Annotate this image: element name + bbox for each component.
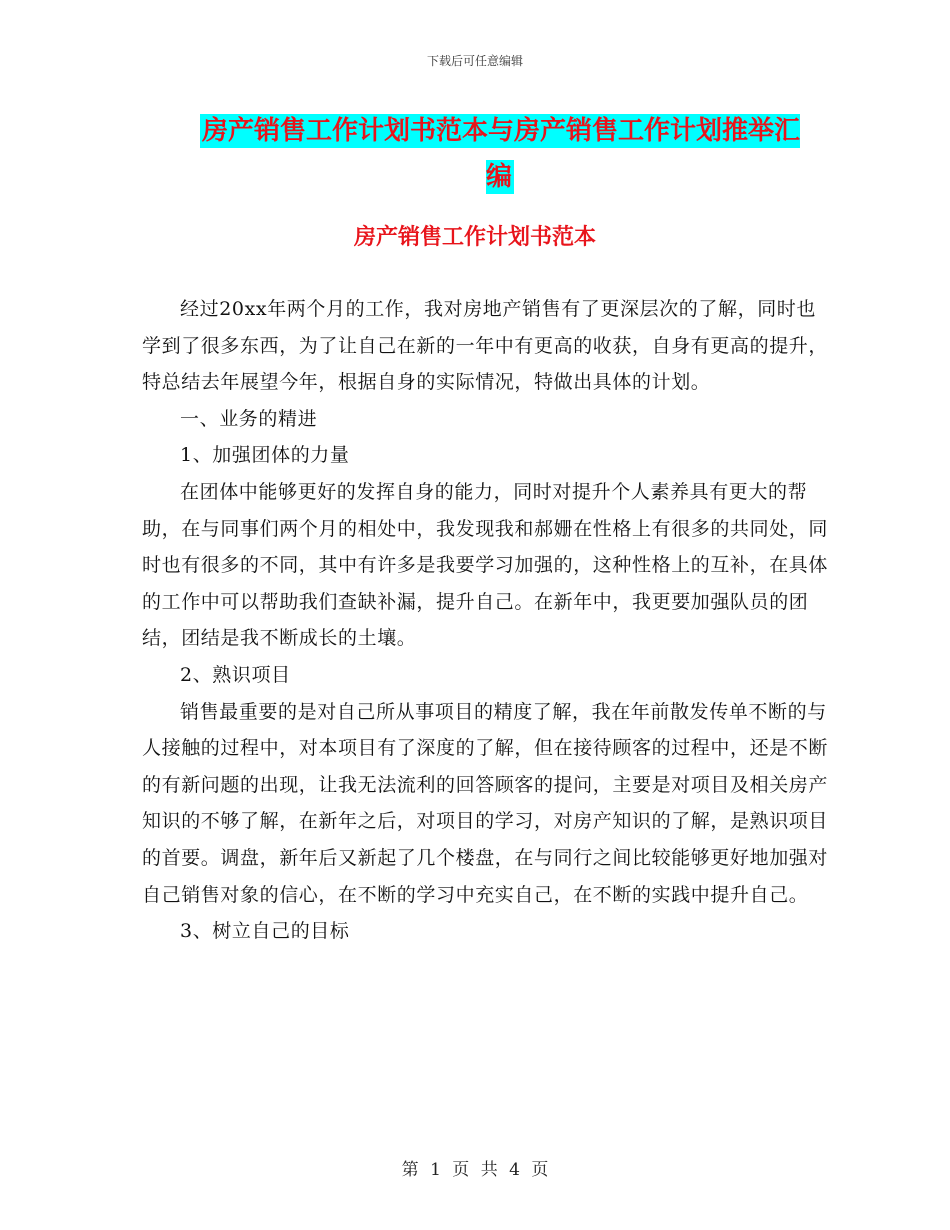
- paragraph-project: 销售最重要的是对自己所从事项目的精度了解，我在年前散发传单不断的与人接触的过程中，对本项目有了深度的了解，但在接待顾客的过程中，还是不断的有新问题的出现，让我无法流利的回答顾客的提问，主要是对项目及相关房产知识的不够了解，在新年之后，对项目的学习，对房产知识的了解，是熟识项目的首要。调盘，新年后又新起了几个楼盘，在与同行之间比较能够更好地加强对自己销售对象的信心，在不断的学习中充实自己，在不断的实践中提升自己。: [142, 700, 829, 906]
- section-title: 房产销售工作计划书范本: [353, 225, 596, 250]
- subheading-team-strength: 1、加强团体的力量: [180, 444, 350, 467]
- subheading-know-project: 2、熟识项目: [180, 663, 291, 686]
- page-header-note: 下载后可任意编辑: [426, 54, 523, 68]
- heading-business-improvement: 一、业务的精进: [180, 407, 318, 430]
- paragraph-team: 在团体中能够更好的发挥自身的能力，同时对提升个人素养具有更大的帮助，在与同事们两个月的相处中，我发现我和郝姗在性格上有很多的共同处，同时也有很多的不同，其中有许多是我要学习加强的，这种性格上的互补，在具体的工作中可以帮助我们查缺补漏，提升自己。在新年中，我更要加强队员的团结，团结是我不断成长的土壤。: [142, 480, 829, 650]
- subheading-set-goals: 3、树立自己的目标: [180, 920, 350, 943]
- page-footer: 第 1 页 共 4 页: [401, 1160, 549, 1180]
- paragraph-intro: 经过20xx年两个月的工作，我对房地产销售有了更深层次的了解，同时也学到了很多东西，为了让自己在新的一年中有更高的收获，自身有更高的提升，特总结去年展望今年，根据自身的实际情况，特做出具体的计划。: [142, 298, 829, 394]
- document-title-text: 房产销售工作计划书范本与房产销售工作计划推举汇编: [201, 116, 800, 192]
- document-body: [142, 291, 832, 950]
- document-title: [190, 108, 810, 200]
